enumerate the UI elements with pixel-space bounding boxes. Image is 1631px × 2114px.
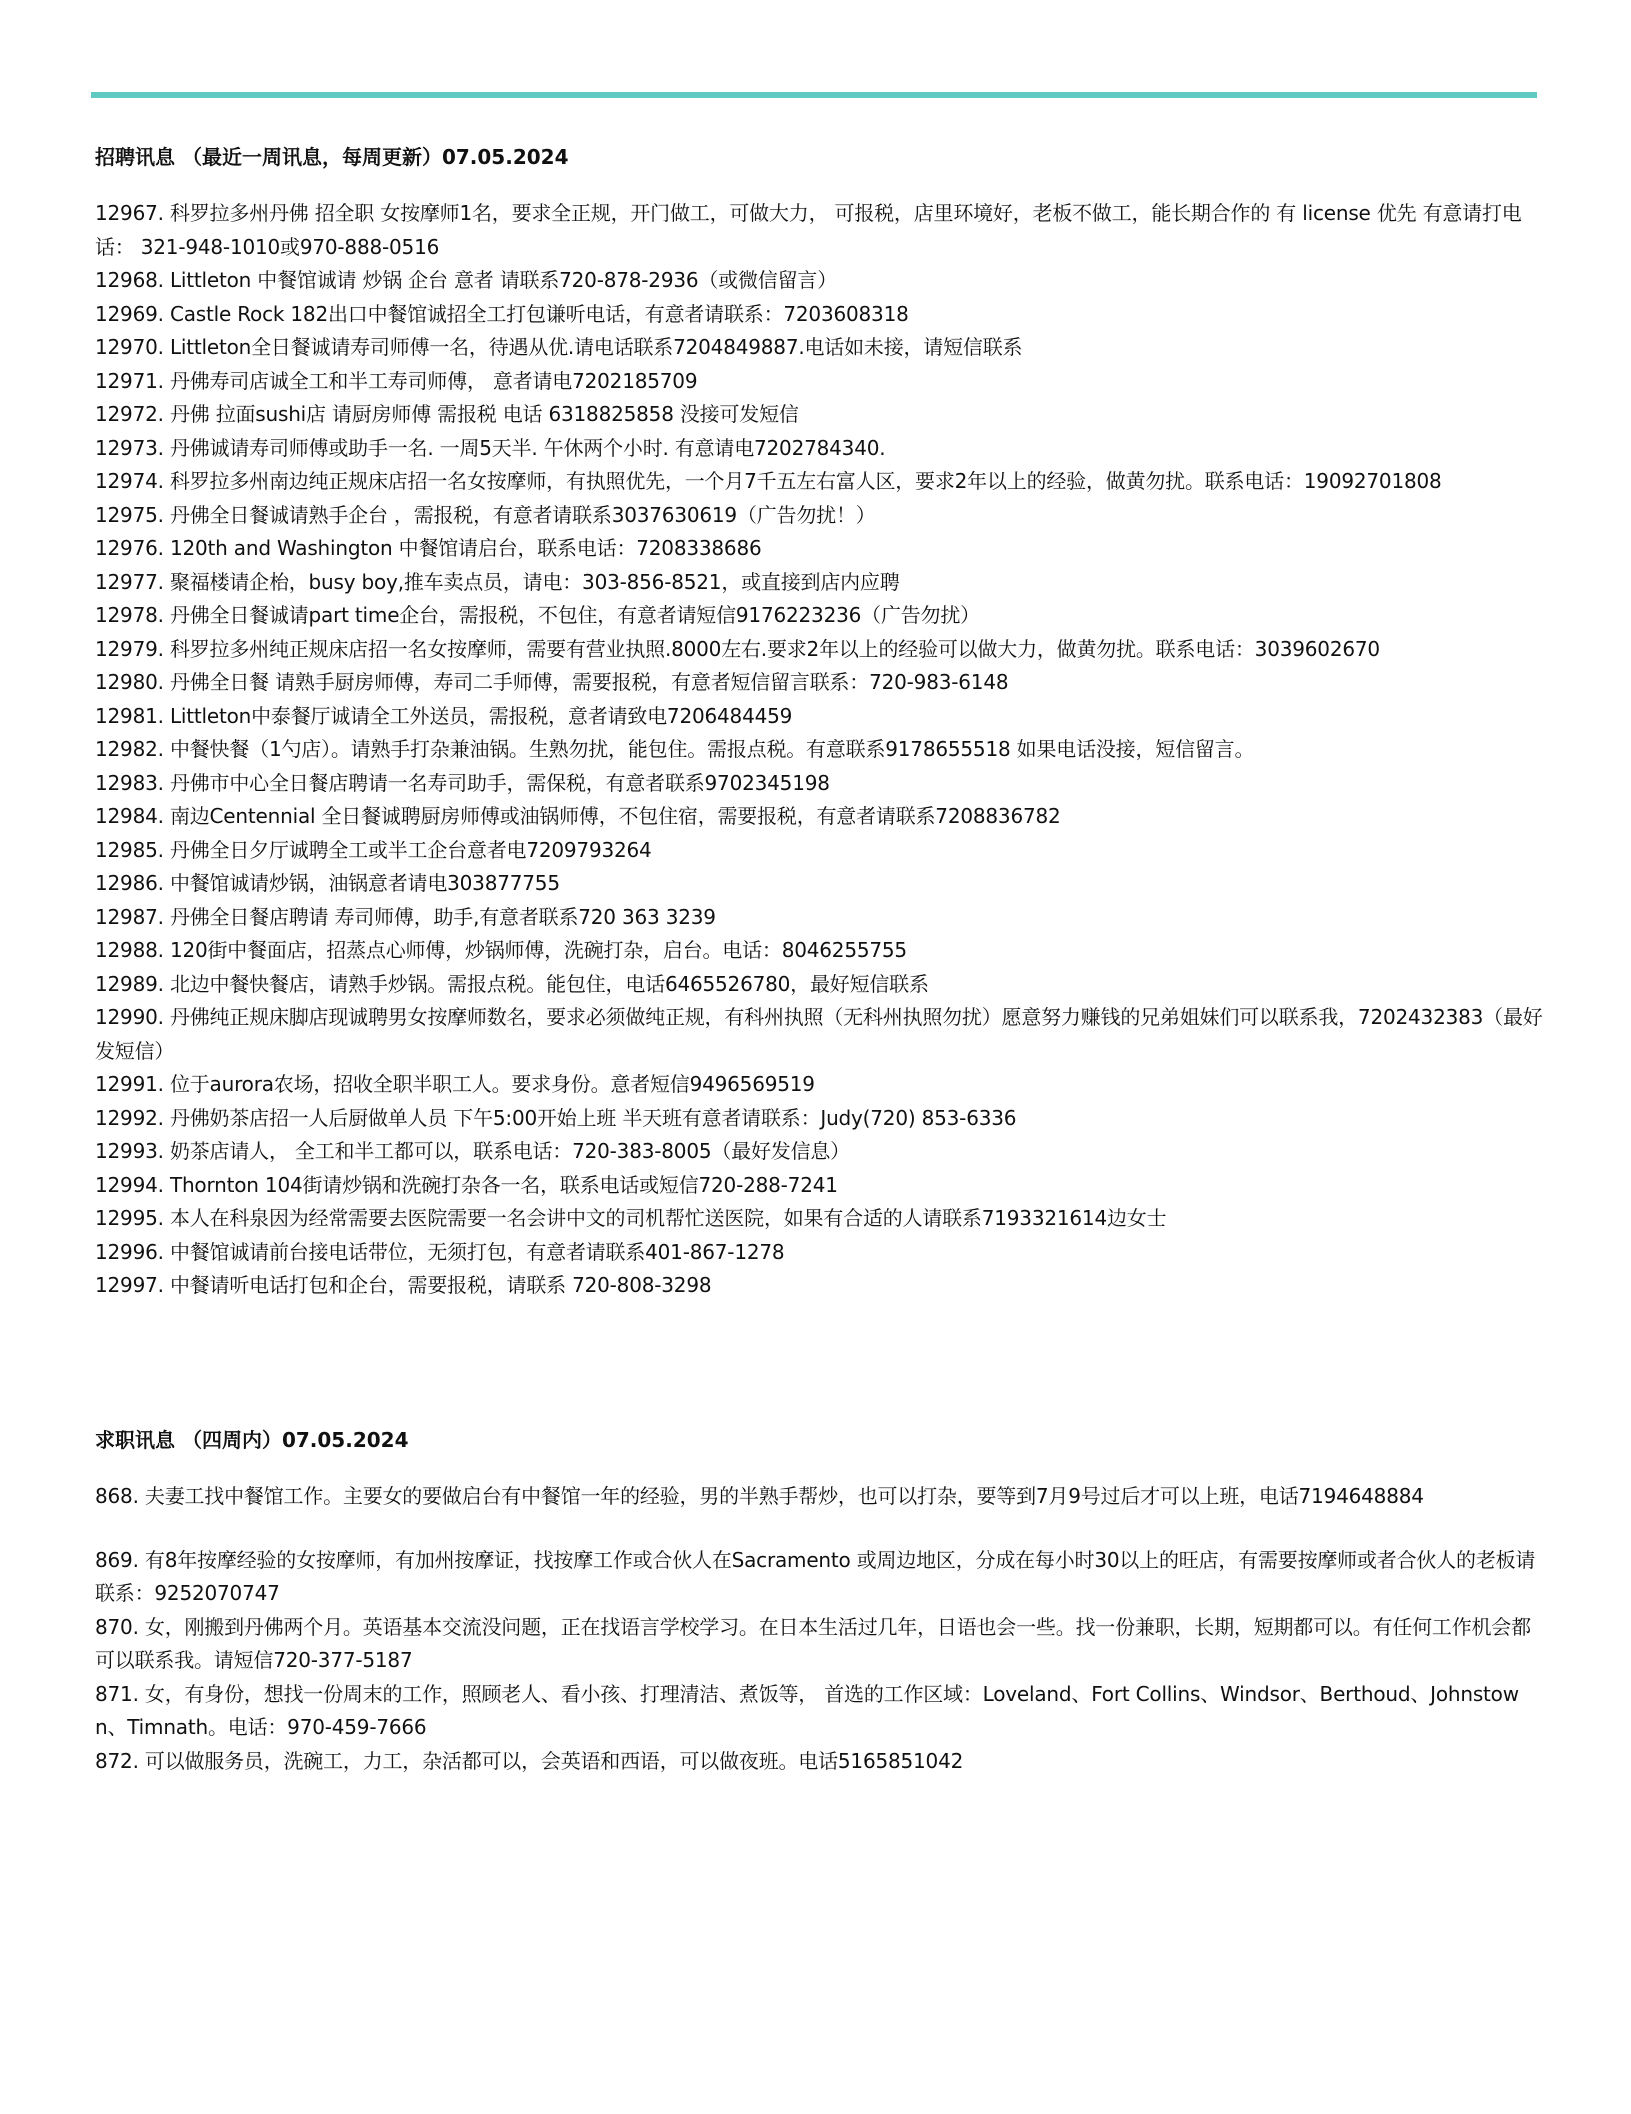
job-entry: 12979. 科罗拉多州纯正规床店招一名女按摩师，需要有营业执照.8000左右.要求2年以上的经验可以做大力，做黄勿扰。联系电话：3039602670 bbox=[95, 636, 1380, 661]
job-entry: 12990. 丹佛纯正规床脚店现诚聘男女按摩师数名，要求必须做纯正规，有科州执照（无科州执照勿扰）愿意努力赚钱的兄弟姐妹们可以联系我，7202432383（最好发短信） bbox=[95, 1005, 1543, 1063]
job-entry: 12967. 科罗拉多州丹佛 招全职 女按摩师1名，要求全正规，开门做工，可做大力， 可报税，店里环境好，老板不做工，能长期合作的 有 license 优先 有意请打电话： 321-948-1010或970-888-0516 bbox=[95, 201, 1522, 259]
job-entry: 12988. 120街中餐面店，招蒸点心师傅，炒锅师傅，洗碗打杂，启台。电话：8046255755 bbox=[95, 938, 907, 962]
job-listings-section bbox=[95, 143, 1545, 1303]
job-listings bbox=[95, 197, 1545, 1303]
job-entry: 12994. Thornton 104街请炒锅和洗碗打杂各一名，联系电话或短信720-288-7241 bbox=[95, 1172, 838, 1197]
seeker-entry: 871. 女，有身份，想找一份周末的工作，照顾老人、看小孩、打理清洁、煮饭等， 首选的工作区域：Loveland、Fort Collins、Windsor、Berthoud、Johnstown、Timnath。电话：970-459-7666 bbox=[95, 1681, 1519, 1739]
seeker-entry: 872. 可以做服务员，洗碗工，力工，杂活都可以，会英语和西语，可以做夜班。电话5165851042 bbox=[95, 1748, 964, 1773]
job-entry: 12985. 丹佛全日夕厅诚聘全工或半工企台意者电7209793264 bbox=[95, 837, 652, 862]
seeker-entry: 870. 女，刚搬到丹佛两个月。英语基本交流没问题，正在找语言学校学习。在日本生活过几年，日语也会一些。找一份兼职，长期，短期都可以。有任何工作机会都可以联系我。请短信720-377-5187 bbox=[95, 1614, 1531, 1672]
job-seekers-title: 求职讯息 （四周内）07.05.2024 bbox=[95, 1428, 409, 1452]
job-entry: 12973. 丹佛诚请寿司师傅或助手一名. 一周5天半. 午休两个小时. 有意请电7202784340. bbox=[95, 435, 886, 460]
job-entry: 12986. 中餐馆诚请炒锅，油锅意者请电303877755 bbox=[95, 871, 560, 895]
job-entry: 12969. Castle Rock 182出口中餐馆诚招全工打包谦听电话，有意者请联系：7203608318 bbox=[95, 301, 909, 326]
job-entry: 12981. Littleton中泰餐厅诚请全工外送员，需报税，意者请致电7206484459 bbox=[95, 703, 793, 728]
job-entry: 12968. Littleton 中餐馆诚请 炒锅 企台 意者 请联系720-878-2936（或微信留言） bbox=[95, 268, 838, 292]
job-entry: 12991. 位于aurora农场，招收全职半职工人。要求身份。意者短信9496569519 bbox=[95, 1072, 815, 1096]
seeker-entry: 869. 有8年按摩经验的女按摩师，有加州按摩证，找按摩工作或合伙人在Sacramento 或周边地区，分成在每小时30以上的旺店，有需要按摩师或者合伙人的老板请联系：9252070747 bbox=[95, 1547, 1536, 1605]
job-seekers-list bbox=[95, 1480, 1545, 1778]
job-entry: 12970. Littleton全日餐诚请寿司师傅一名，待遇从优.请电话联系7204849887.电话如未接，请短信联系 bbox=[95, 335, 1023, 359]
job-entry: 12996. 中餐馆诚请前台接电话带位，无须打包，有意者请联系401-867-1278 bbox=[95, 1239, 785, 1264]
job-listings-title: 招聘讯息 （最近一周讯息，每周更新）07.05.2024 bbox=[95, 145, 569, 169]
seeker-entry: 868. 夫妻工找中餐馆工作。主要女的要做启台有中餐馆一年的经验，男的半熟手帮炒，也可以打杂，要等到7月9号过后才可以上班，电话7194648884 bbox=[95, 1484, 1424, 1508]
job-seekers-section bbox=[95, 1426, 1545, 1778]
job-entry: 12993. 奶茶店请人， 全工和半工都可以，联系电话：720-383-8005（最好发信息） bbox=[95, 1139, 850, 1163]
job-entry: 12984. 南边Centennial 全日餐诚聘厨房师傅或油锅师傅，不包住宿，需要报税，有意者请联系7208836782 bbox=[95, 804, 1061, 828]
job-entry: 12977. 聚福楼请企枱，busy boy,推车卖点员，请电：303-856-8521，或直接到店内应聘 bbox=[95, 569, 900, 594]
job-entry: 12982. 中餐快餐（1勺店）。请熟手打杂兼油锅。生熟勿扰，能包住。需报点税。有意联系9178655518 如果电话没接，短信留言。 bbox=[95, 737, 1255, 761]
job-entry: 12992. 丹佛奶茶店招一人后厨做单人员 下午5:00开始上班 半天班有意者请联系：Judy(720) 853-6336 bbox=[95, 1105, 1017, 1130]
job-entry: 12989. 北边中餐快餐店，请熟手炒锅。需报点税。能包住，电话6465526780，最好短信联系 bbox=[95, 971, 929, 996]
job-entry: 12975. 丹佛全日餐诚请熟手企台 ，需报税，有意者请联系3037630619（广告勿扰！） bbox=[95, 502, 876, 527]
job-entry: 12978. 丹佛全日餐诚请part time企台，需报税，不包住，有意者请短信9176223236（广告勿扰） bbox=[95, 603, 980, 627]
job-entry: 12972. 丹佛 拉面sushi店 请厨房师傅 需报税 电话 6318825858 没接可发短信 bbox=[95, 402, 799, 426]
job-entry: 12995. 本人在科泉因为经常需要去医院需要一名会讲中文的司机帮忙送医院，如果有合适的人请联系7193321614边女士 bbox=[95, 1206, 1167, 1230]
job-entry: 12971. 丹佛寿司店诚全工和半工寿司师傅， 意者请电7202185709 bbox=[95, 368, 698, 393]
top-divider bbox=[91, 92, 1537, 98]
job-entry: 12983. 丹佛市中心全日餐店聘请一名寿司助手，需保税，有意者联系9702345198 bbox=[95, 770, 830, 795]
job-entry: 12980. 丹佛全日餐 请熟手厨房师傅，寿司二手师傅，需要报税，有意者短信留言联系：720-983-6148 bbox=[95, 670, 1009, 694]
job-entry: 12987. 丹佛全日餐店聘请 寿司师傅，助手,有意者联系720 363 3239 bbox=[95, 904, 716, 929]
job-entry: 12974. 科罗拉多州南边纯正规床店招一名女按摩师，有执照优先，一个月7千五左右富人区，要求2年以上的经验，做黄勿扰。联系电话：19092701808 bbox=[95, 469, 1442, 493]
job-entry: 12976. 120th and Washington 中餐馆请启台，联系电话：7208338686 bbox=[95, 536, 762, 560]
job-entry: 12997. 中餐请听电话打包和企台，需要报税，请联系 720-808-3298 bbox=[95, 1273, 712, 1297]
